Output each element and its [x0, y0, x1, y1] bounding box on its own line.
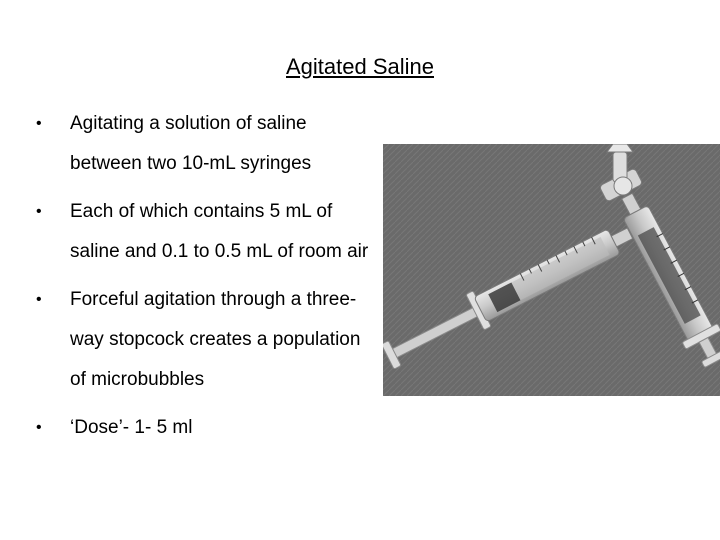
- slide-title: [0, 52, 720, 82]
- bullet-text: Each of which contains 5 mL of saline and 0.1 to 0.5 mL of room air: [70, 201, 369, 262]
- bullet-text: Agitating a solution of saline between two 10-mL syringes: [70, 113, 312, 174]
- bullet-dot: •: [36, 203, 42, 220]
- slide-title-text: Agitated Saline: [286, 54, 434, 79]
- bullet-list: [30, 104, 380, 456]
- bullet-item: [30, 408, 380, 448]
- bullet-text: ‘Dose’- 1- 5 ml: [70, 417, 193, 438]
- bullet-dot: •: [36, 419, 42, 436]
- bullet-text: Forceful agitation through a three-way stopcock creates a population of microbubbles: [70, 289, 361, 390]
- syringes-photo: [383, 144, 720, 396]
- bullet-item: [30, 280, 380, 400]
- bullet-dot: •: [36, 291, 42, 308]
- bullet-item: [30, 192, 380, 272]
- two-syringes-with-three-way-stopcock-icon: [383, 144, 720, 396]
- bullet-dot: •: [36, 115, 42, 132]
- bullet-item: [30, 104, 380, 184]
